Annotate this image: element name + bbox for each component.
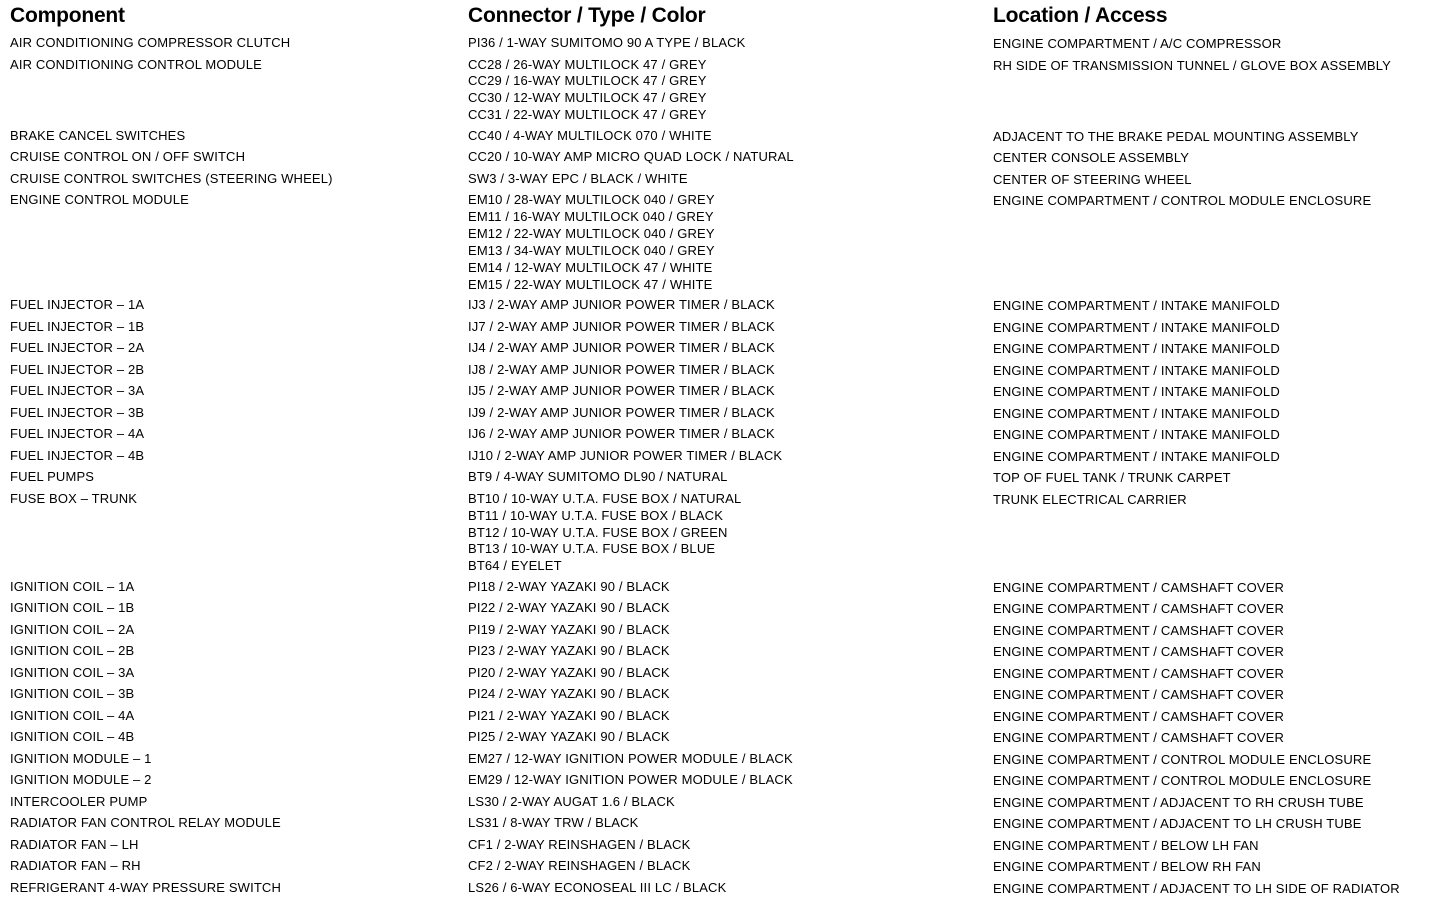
location-cell: ENGINE COMPARTMENT / CAMSHAFT COVER — [993, 665, 1285, 681]
table-row — [10, 426, 1438, 444]
location-cell: ENGINE COMPARTMENT / ADJACENT TO RH CRUSH TUBE — [993, 794, 1364, 810]
connector-line: PI21 / 2-WAY YAZAKI 90 / BLACK — [468, 707, 670, 723]
table-row — [10, 643, 1438, 661]
connector-cell — [468, 643, 993, 660]
connector-line: CF1 / 2-WAY REINSHAGEN / BLACK — [468, 836, 691, 852]
component-cell: RADIATOR FAN – RH — [10, 858, 141, 874]
component-cell: IGNITION COIL – 2B — [10, 643, 135, 659]
component-cell: FUEL INJECTOR – 1B — [10, 318, 145, 334]
location-cell: ENGINE COMPARTMENT / BELOW LH FAN — [993, 837, 1259, 853]
table-row — [10, 858, 1438, 876]
table-row — [10, 383, 1438, 401]
connector-cell — [468, 469, 993, 486]
component-cell: FUEL INJECTOR – 1A — [10, 297, 145, 313]
connector-cell — [468, 858, 993, 875]
component-cell: IGNITION COIL – 2A — [10, 621, 135, 637]
connector-cell — [468, 297, 993, 314]
component-cell: IGNITION COIL – 1B — [10, 600, 135, 616]
connector-cell — [468, 35, 993, 52]
location-cell: TRUNK ELECTRICAL CARRIER — [993, 491, 1187, 507]
location-cell: RH SIDE OF TRANSMISSION TUNNEL / GLOVE BOX ASSEMBLY — [993, 57, 1391, 73]
connector-cell — [468, 708, 993, 725]
component-cell: IGNITION COIL – 4A — [10, 707, 135, 723]
location-cell: ENGINE COMPARTMENT / CONTROL MODULE ENCLOSURE — [993, 751, 1372, 767]
component-cell: CRUISE CONTROL SWITCHES (STEERING WHEEL) — [10, 170, 333, 186]
connector-cell — [468, 149, 993, 166]
connector-line: EM13 / 34-WAY MULTILOCK 040 / GREY — [468, 242, 715, 258]
header-connector: Connector / Type / Color — [468, 4, 706, 27]
location-cell: ENGINE COMPARTMENT / ADJACENT TO LH SIDE OF RADIATOR — [993, 880, 1400, 896]
connector-cell — [468, 448, 993, 465]
location-cell: ENGINE COMPARTMENT / INTAKE MANIFOLD — [993, 448, 1280, 464]
connector-line: BT12 / 10-WAY U.T.A. FUSE BOX / GREEN — [468, 524, 728, 540]
connector-line: CC31 / 22-WAY MULTILOCK 47 / GREY — [468, 107, 707, 123]
connector-line: PI18 / 2-WAY YAZAKI 90 / BLACK — [468, 578, 670, 594]
connector-cell — [468, 171, 993, 188]
table-row — [10, 708, 1438, 726]
table-row — [10, 405, 1438, 423]
table-row — [10, 319, 1438, 337]
connector-line: EM15 / 22-WAY MULTILOCK 47 / WHITE — [468, 276, 713, 292]
connector-line: EM29 / 12-WAY IGNITION POWER MODULE / BLACK — [468, 772, 793, 788]
connector-line: LS26 / 6-WAY ECONOSEAL III LC / BLACK — [468, 879, 727, 895]
connector-cell — [468, 491, 993, 576]
location-cell: TOP OF FUEL TANK / TRUNK CARPET — [993, 470, 1231, 486]
location-cell: ENGINE COMPARTMENT / A/C COMPRESSOR — [993, 36, 1282, 51]
table-row — [10, 837, 1438, 855]
connector-line: IJ10 / 2-WAY AMP JUNIOR POWER TIMER / BLACK — [468, 447, 783, 463]
table-row — [10, 171, 1438, 189]
connector-line: EM10 / 28-WAY MULTILOCK 040 / GREY — [468, 192, 715, 208]
connector-line: BT9 / 4-WAY SUMITOMO DL90 / NATURAL — [468, 469, 728, 485]
component-cell: IGNITION MODULE – 2 — [10, 772, 152, 788]
connector-line: CC28 / 26-WAY MULTILOCK 47 / GREY — [468, 56, 707, 72]
location-cell: ENGINE COMPARTMENT / INTAKE MANIFOLD — [993, 298, 1280, 314]
table-row — [10, 579, 1438, 597]
location-cell: ADJACENT TO THE BRAKE PEDAL MOUNTING ASSEMBLY — [993, 128, 1359, 144]
component-cell: REFRIGERANT 4-WAY PRESSURE SWITCH — [10, 879, 281, 895]
connector-cell — [468, 880, 993, 897]
location-cell: ENGINE COMPARTMENT / INTAKE MANIFOLD — [993, 341, 1280, 357]
connector-line: PI22 / 2-WAY YAZAKI 90 / BLACK — [468, 600, 670, 616]
connector-line: EM27 / 12-WAY IGNITION POWER MODULE / BLACK — [468, 750, 793, 766]
component-cell: IGNITION COIL – 3B — [10, 686, 135, 702]
connector-cell — [468, 837, 993, 854]
location-cell: ENGINE COMPARTMENT / INTAKE MANIFOLD — [993, 405, 1280, 421]
connector-cell — [468, 794, 993, 811]
header-location: Location / Access — [993, 4, 1168, 27]
location-cell: ENGINE COMPARTMENT / INTAKE MANIFOLD — [993, 427, 1280, 443]
location-cell: ENGINE COMPARTMENT / CAMSHAFT COVER — [993, 687, 1285, 703]
component-cell: IGNITION COIL – 4B — [10, 729, 135, 745]
connector-line: IJ6 / 2-WAY AMP JUNIOR POWER TIMER / BLACK — [468, 426, 775, 442]
table-row — [10, 128, 1438, 146]
component-cell: INTERCOOLER PUMP — [10, 793, 148, 809]
location-cell: ENGINE COMPARTMENT / CAMSHAFT COVER — [993, 601, 1285, 617]
location-cell: ENGINE COMPARTMENT / INTAKE MANIFOLD — [993, 362, 1280, 378]
connector-line: IJ3 / 2-WAY AMP JUNIOR POWER TIMER / BLACK — [468, 297, 775, 313]
table-row — [10, 794, 1438, 812]
connector-cell — [468, 665, 993, 682]
location-cell: ENGINE COMPARTMENT / CONTROL MODULE ENCLOSURE — [993, 773, 1372, 789]
connector-line: BT13 / 10-WAY U.T.A. FUSE BOX / BLUE — [468, 541, 716, 557]
table-row — [10, 57, 1438, 125]
table-row — [10, 686, 1438, 704]
component-cell: RADIATOR FAN CONTROL RELAY MODULE — [10, 815, 281, 831]
location-cell: ENGINE COMPARTMENT / CONTROL MODULE ENCLOSURE — [993, 193, 1372, 209]
location-cell: ENGINE COMPARTMENT / CAMSHAFT COVER — [993, 622, 1285, 638]
connector-line: IJ9 / 2-WAY AMP JUNIOR POWER TIMER / BLACK — [468, 404, 775, 420]
location-cell: ENGINE COMPARTMENT / CAMSHAFT COVER — [993, 579, 1285, 595]
component-cell: FUEL INJECTOR – 2B — [10, 361, 145, 377]
table-row — [10, 340, 1438, 358]
table-row — [10, 880, 1438, 898]
location-cell: ENGINE COMPARTMENT / INTAKE MANIFOLD — [993, 319, 1280, 335]
connector-line: LS31 / 8-WAY TRW / BLACK — [468, 815, 639, 831]
connector-cell — [468, 815, 993, 832]
table-row — [10, 600, 1438, 618]
connector-line: BT11 / 10-WAY U.T.A. FUSE BOX / BLACK — [468, 507, 724, 523]
component-cell: IGNITION COIL – 3A — [10, 664, 135, 680]
connector-line: IJ5 / 2-WAY AMP JUNIOR POWER TIMER / BLACK — [468, 383, 775, 399]
table-row — [10, 815, 1438, 833]
table-row — [10, 35, 1438, 53]
component-cell: ENGINE CONTROL MODULE — [10, 192, 189, 208]
location-cell: CENTER CONSOLE ASSEMBLY — [993, 150, 1190, 166]
connector-line: BT10 / 10-WAY U.T.A. FUSE BOX / NATURAL — [468, 490, 742, 506]
connector-cell — [468, 772, 993, 789]
connector-line: PI25 / 2-WAY YAZAKI 90 / BLACK — [468, 729, 670, 745]
connector-cell — [468, 405, 993, 422]
component-cell: BRAKE CANCEL SWITCHES — [10, 127, 186, 143]
table-row — [10, 469, 1438, 487]
connector-cell — [468, 362, 993, 379]
connector-line: EM14 / 12-WAY MULTILOCK 47 / WHITE — [468, 259, 713, 275]
connector-cell — [468, 686, 993, 703]
table-body — [10, 35, 1438, 898]
location-cell: ENGINE COMPARTMENT / CAMSHAFT COVER — [993, 644, 1285, 660]
table-row — [10, 297, 1438, 315]
connector-cell — [468, 192, 993, 293]
component-cell: FUEL INJECTOR – 4B — [10, 447, 145, 463]
connector-line: PI20 / 2-WAY YAZAKI 90 / BLACK — [468, 664, 670, 680]
connector-table — [10, 4, 1438, 898]
table-row — [10, 448, 1438, 466]
component-cell: AIR CONDITIONING COMPRESSOR CLUTCH — [10, 35, 291, 50]
component-cell: FUEL INJECTOR – 3A — [10, 383, 145, 399]
connector-line: CC30 / 12-WAY MULTILOCK 47 / GREY — [468, 90, 707, 106]
connector-cell — [468, 600, 993, 617]
connector-line: IJ7 / 2-WAY AMP JUNIOR POWER TIMER / BLACK — [468, 318, 775, 334]
connector-line: EM12 / 22-WAY MULTILOCK 040 / GREY — [468, 226, 715, 242]
connector-line: CC29 / 16-WAY MULTILOCK 47 / GREY — [468, 73, 707, 89]
table-row — [10, 751, 1438, 769]
connector-line: EM11 / 16-WAY MULTILOCK 040 / GREY — [468, 209, 714, 225]
component-cell: RADIATOR FAN – LH — [10, 836, 139, 852]
connector-line: SW3 / 3-WAY EPC / BLACK / WHITE — [468, 170, 688, 186]
connector-line: CF2 / 2-WAY REINSHAGEN / BLACK — [468, 858, 691, 874]
table-row — [10, 729, 1438, 747]
connector-line: IJ8 / 2-WAY AMP JUNIOR POWER TIMER / BLACK — [468, 361, 775, 377]
connector-cell — [468, 319, 993, 336]
component-cell: FUSE BOX – TRUNK — [10, 490, 138, 506]
connector-cell — [468, 340, 993, 357]
table-row — [10, 622, 1438, 640]
connector-line: CC20 / 10-WAY AMP MICRO QUAD LOCK / NATURAL — [468, 149, 794, 165]
connector-cell — [468, 622, 993, 639]
location-cell: CENTER OF STEERING WHEEL — [993, 171, 1192, 187]
component-cell: AIR CONDITIONING CONTROL MODULE — [10, 56, 262, 72]
connector-line: PI23 / 2-WAY YAZAKI 90 / BLACK — [468, 643, 670, 659]
location-cell: ENGINE COMPARTMENT / CAMSHAFT COVER — [993, 730, 1285, 746]
connector-line: PI24 / 2-WAY YAZAKI 90 / BLACK — [468, 686, 670, 702]
connector-line: CC40 / 4-WAY MULTILOCK 070 / WHITE — [468, 127, 712, 143]
connector-cell — [468, 383, 993, 400]
table-header — [10, 4, 1438, 35]
location-cell: ENGINE COMPARTMENT / BELOW RH FAN — [993, 859, 1261, 875]
table-row — [10, 362, 1438, 380]
connector-cell — [468, 579, 993, 596]
table-row — [10, 192, 1438, 293]
header-component: Component — [10, 4, 125, 27]
component-cell: FUEL INJECTOR – 3B — [10, 404, 145, 420]
connector-line: BT64 / EYELET — [468, 558, 562, 574]
connector-line: PI36 / 1-WAY SUMITOMO 90 A TYPE / BLACK — [468, 35, 746, 50]
component-cell: FUEL PUMPS — [10, 469, 95, 485]
connector-line: IJ4 / 2-WAY AMP JUNIOR POWER TIMER / BLACK — [468, 340, 775, 356]
connector-cell — [468, 128, 993, 145]
connector-line: LS30 / 2-WAY AUGAT 1.6 / BLACK — [468, 793, 675, 809]
component-cell: IGNITION MODULE – 1 — [10, 750, 152, 766]
table-row — [10, 665, 1438, 683]
connector-cell — [468, 426, 993, 443]
table-row — [10, 772, 1438, 790]
connector-cell — [468, 57, 993, 125]
component-cell: FUEL INJECTOR – 2A — [10, 340, 145, 356]
connector-line: PI19 / 2-WAY YAZAKI 90 / BLACK — [468, 621, 670, 637]
location-cell: ENGINE COMPARTMENT / INTAKE MANIFOLD — [993, 384, 1280, 400]
table-row — [10, 149, 1438, 167]
location-cell: ENGINE COMPARTMENT / CAMSHAFT COVER — [993, 708, 1285, 724]
connector-cell — [468, 729, 993, 746]
component-cell: FUEL INJECTOR – 4A — [10, 426, 145, 442]
table-row — [10, 491, 1438, 576]
connector-cell — [468, 751, 993, 768]
component-cell: CRUISE CONTROL ON / OFF SWITCH — [10, 149, 246, 165]
component-cell: IGNITION COIL – 1A — [10, 578, 135, 594]
location-cell: ENGINE COMPARTMENT / ADJACENT TO LH CRUSH TUBE — [993, 816, 1362, 832]
